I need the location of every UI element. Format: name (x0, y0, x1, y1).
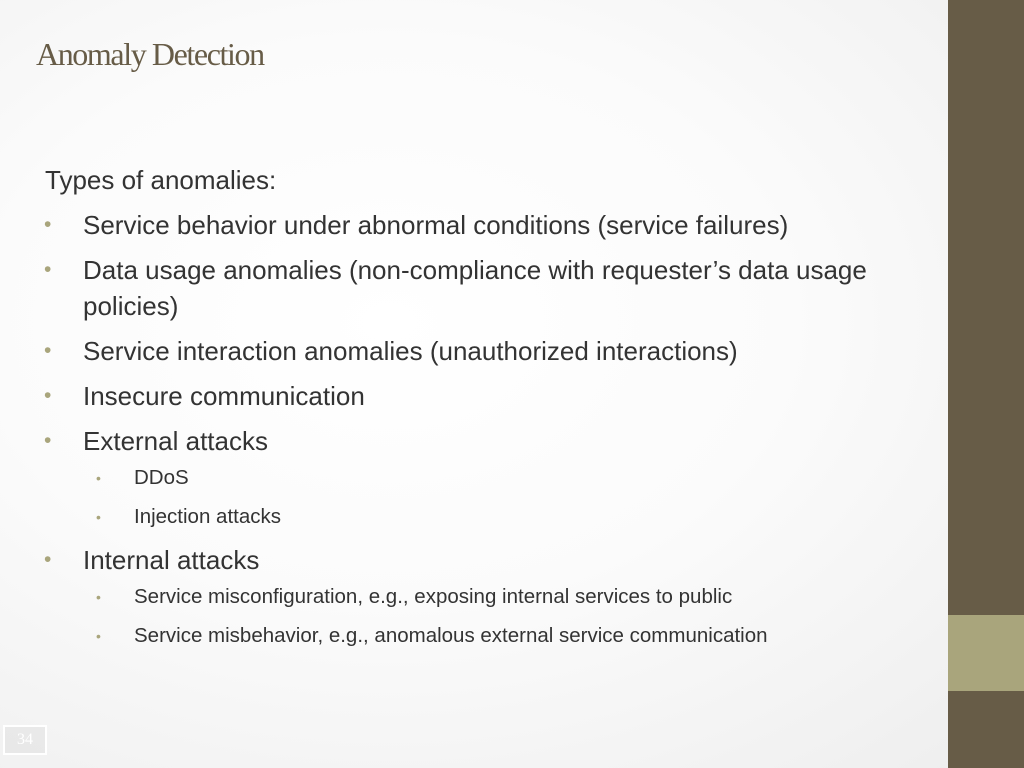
sub-list-item (45, 622, 945, 650)
side-decoration-accent (948, 615, 1024, 691)
sub-bullet-dot-icon: • (96, 509, 101, 525)
sub-bullet-dot-icon: • (96, 589, 101, 605)
list-item-text: Internal attacks (83, 545, 260, 575)
list-item-text: Data usage anomalies (non-compliance with requester’s data usage policies) (83, 255, 867, 321)
sub-bullet-dot-icon: • (96, 470, 101, 486)
list-item-text: External attacks (83, 426, 268, 456)
sub-list-item (45, 503, 945, 531)
bullet-dot-icon: • (44, 339, 52, 362)
list-item (45, 423, 945, 531)
intro-text: Types of anomalies: (45, 165, 277, 195)
sub-list-item-text: Injection attacks (134, 505, 281, 528)
sub-list-item-text: Service misbehavior, e.g., anomalous external service communication (134, 624, 768, 647)
list-item (45, 333, 945, 369)
list-item (45, 207, 945, 243)
bullet-dot-icon: • (44, 429, 52, 452)
list-item (45, 252, 945, 324)
list-item (45, 542, 945, 650)
list-item-text: Service interaction anomalies (unauthorized interactions) (83, 336, 738, 366)
slide-title: Anomaly Detection (36, 36, 264, 72)
sub-list-item-text: Service misconfiguration, e.g., exposing internal services to public (134, 585, 733, 608)
bullet-dot-icon: • (44, 213, 52, 236)
bullet-dot-icon: • (44, 384, 52, 407)
sub-list-item (45, 583, 945, 611)
slide-content (45, 162, 945, 661)
sub-list (83, 464, 945, 531)
bullet-list (45, 207, 945, 650)
page-number: 34 (3, 725, 47, 755)
sub-list-item-text: DDoS (134, 466, 189, 489)
list-item-text: Service behavior under abnormal conditions (service failures) (83, 210, 789, 240)
bullet-dot-icon: • (44, 258, 52, 281)
sub-list-item (45, 464, 945, 492)
sub-list (83, 583, 945, 650)
list-item (45, 378, 945, 414)
bullet-dot-icon: • (44, 548, 52, 571)
sub-bullet-dot-icon: • (96, 628, 101, 644)
list-item-text: Insecure communication (83, 381, 365, 411)
